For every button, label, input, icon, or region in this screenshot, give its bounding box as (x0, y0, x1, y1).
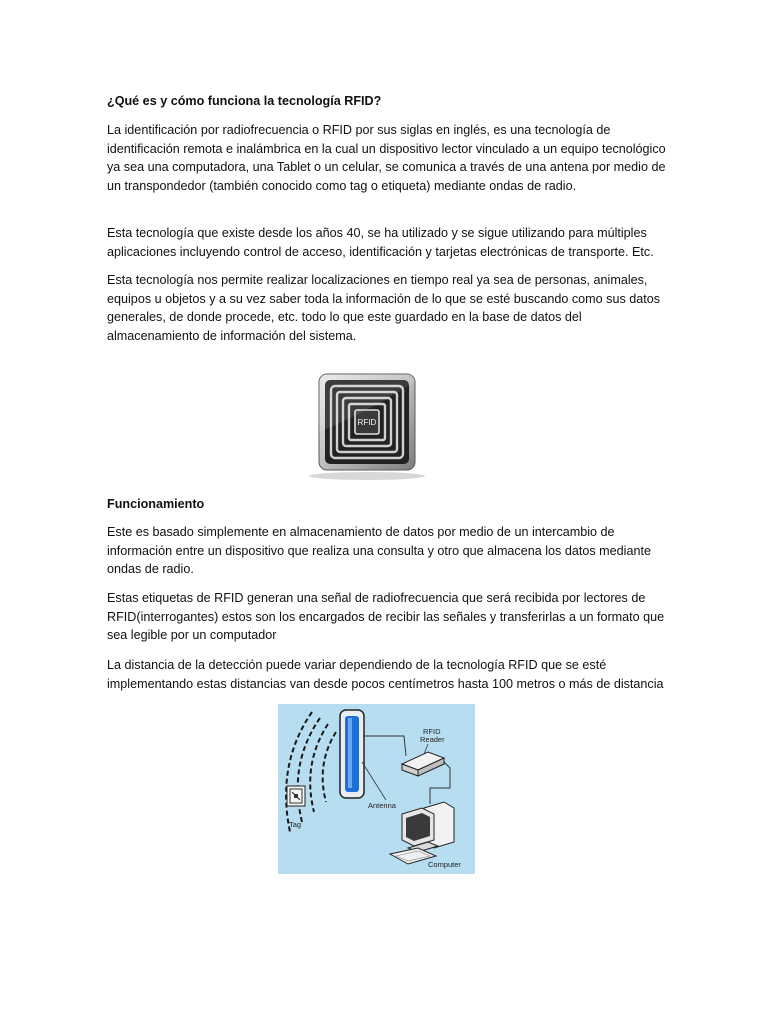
paragraph-functioning: Este es basado simplemente en almacenamiento de datos por medio de un intercambio de información entre un dispositivo que realiza una consulta y otro que almacena los datos mediante ondas de radio. (107, 525, 651, 577)
rfid-chip-label: RFID (357, 418, 377, 427)
paragraph-localization: Esta tecnología nos permite realizar localizaciones en tiempo real ya sea de personas, animales, equipos u objetos y a su vez saber toda la información de lo que se esté buscando como sus datos generales, de donde procede, etc. todo lo que este guardado en la base de datos del almacenamiento de información del sistema. (107, 273, 661, 343)
tag-icon (287, 786, 305, 806)
antenna-icon (340, 710, 364, 798)
paragraph-history: Esta tecnología que existe desde los años 40, se ha utilizado y se sigue utilizando para múltiples aplicaciones incluyendo control de acceso, identificación y tarjetas electrónicas de transporte. Etc. (107, 226, 654, 259)
reader-label-reader: Reader (420, 735, 445, 744)
tag-label: Tag (289, 820, 302, 829)
paragraph-distance: La distancia de la detección puede variar dependiendo de la tecnología RFID que se esté implementando estas distancias van desde pocos centímetros hasta 100 metros o más de distancia (107, 658, 664, 691)
section-heading: Funcionamiento (107, 497, 205, 511)
document-title: ¿Qué es y cómo funciona la tecnología RFID? (107, 94, 382, 108)
computer-label: Computer (428, 860, 461, 869)
rfid-system-diagram (278, 704, 475, 874)
paragraph-intro: La identificación por radiofrecuencia o RFID por sus siglas en inglés, es una tecnología de identificación remota e inalámbrica en la cual un dispositivo lector vinculado a un equipo tecnológico ya sea una computadora, una Tablet o un celular, se comunica a través de una antena por medio de un transpondedor (también conocido como tag o etiqueta) mediante ondas de radio. (107, 123, 666, 193)
antenna-label: Antenna (368, 801, 396, 810)
rfid-tag-image (305, 372, 430, 480)
paragraph-signals: Estas etiquetas de RFID generan una señal de radiofrecuencia que será recibida por lectores de RFID(interrogantes) estos son los encargados de recibir las señales y transferirlas a un formato que sea legible por un computador (107, 591, 665, 643)
diagram-background (278, 704, 475, 874)
reader-label-rfid: RFID (423, 727, 441, 736)
